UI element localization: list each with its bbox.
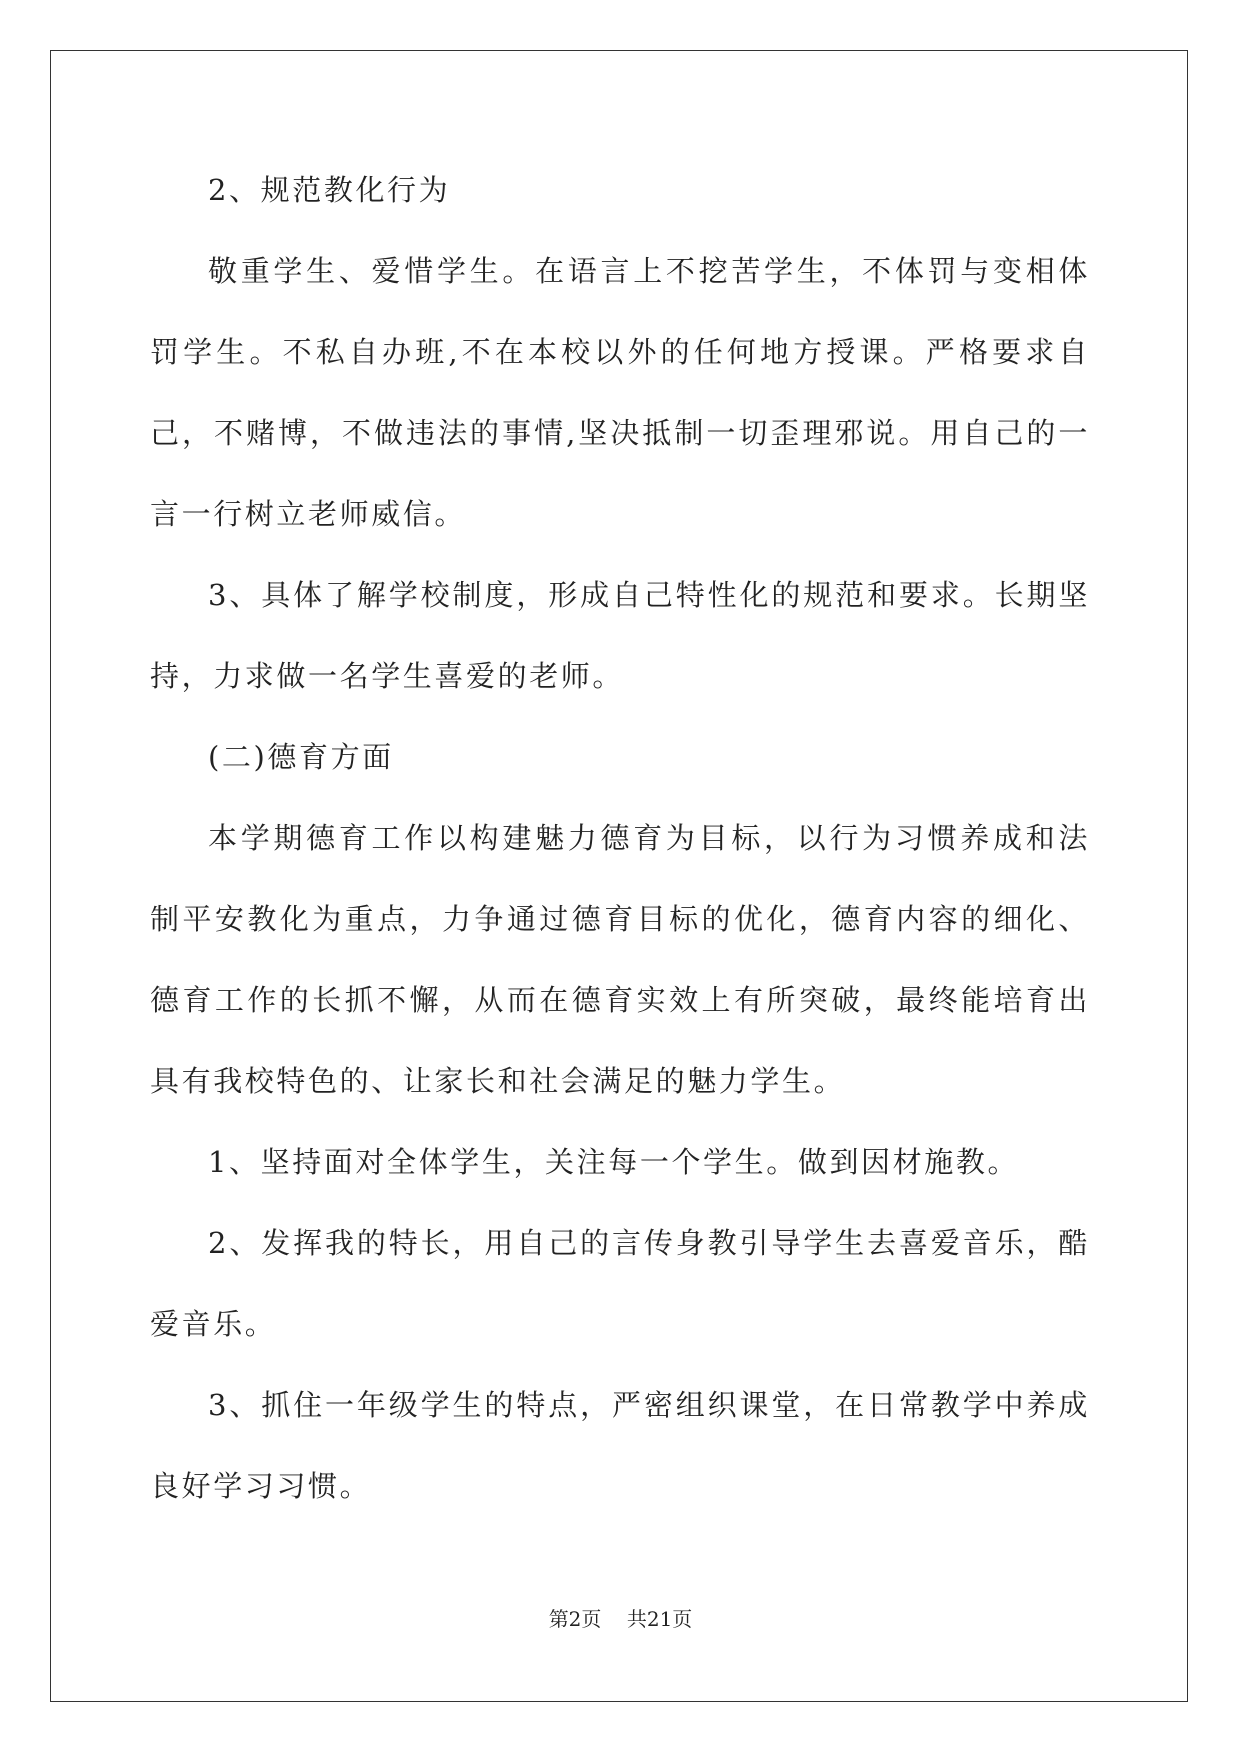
list-item-1: 1、坚持面对全体学生，关注每一个学生。做到因材施教。 <box>208 1145 1020 1179</box>
page-footer <box>0 1603 1241 1632</box>
page-number: 第2页 <box>548 1607 602 1631</box>
paragraph-respect-students: 敬重学生、爱惜学生。在语言上不挖苦学生，不体罚与变相体罚学生。不私自办班,不在本校以外的任何地方授课。严格要求自己，不赌博，不做违法的事情,坚决抵制一切歪理邪说。用自己的一言一行树立老师威信。 <box>150 254 1090 531</box>
heading-moral-education: (二)德育方面 <box>208 740 394 774</box>
total-pages: 共21页 <box>626 1607 693 1631</box>
list-item-2: 2、发挥我的特长，用自己的言传身教引导学生去喜爱音乐，酷爱音乐。 <box>150 1226 1090 1341</box>
paragraph-school-rules: 3、具体了解学校制度，形成自己特性化的规范和要求。长期坚持，力求做一名学生喜爱的老师。 <box>150 578 1090 693</box>
paragraph-moral-goals: 本学期德育工作以构建魅力德育为目标，以行为习惯养成和法制平安教化为重点，力争通过德育目标的优化，德育内容的细化、德育工作的长抓不懈，从而在德育实效上有所突破，最终能培育出具有我校特色的、让家长和社会满足的魅力学生。 <box>150 821 1090 1098</box>
document-body <box>150 150 1090 1527</box>
heading-standardize-behavior: 2、规范教化行为 <box>208 173 451 207</box>
list-item-3: 3、抓住一年级学生的特点，严密组织课堂，在日常教学中养成良好学习习惯。 <box>150 1388 1090 1503</box>
